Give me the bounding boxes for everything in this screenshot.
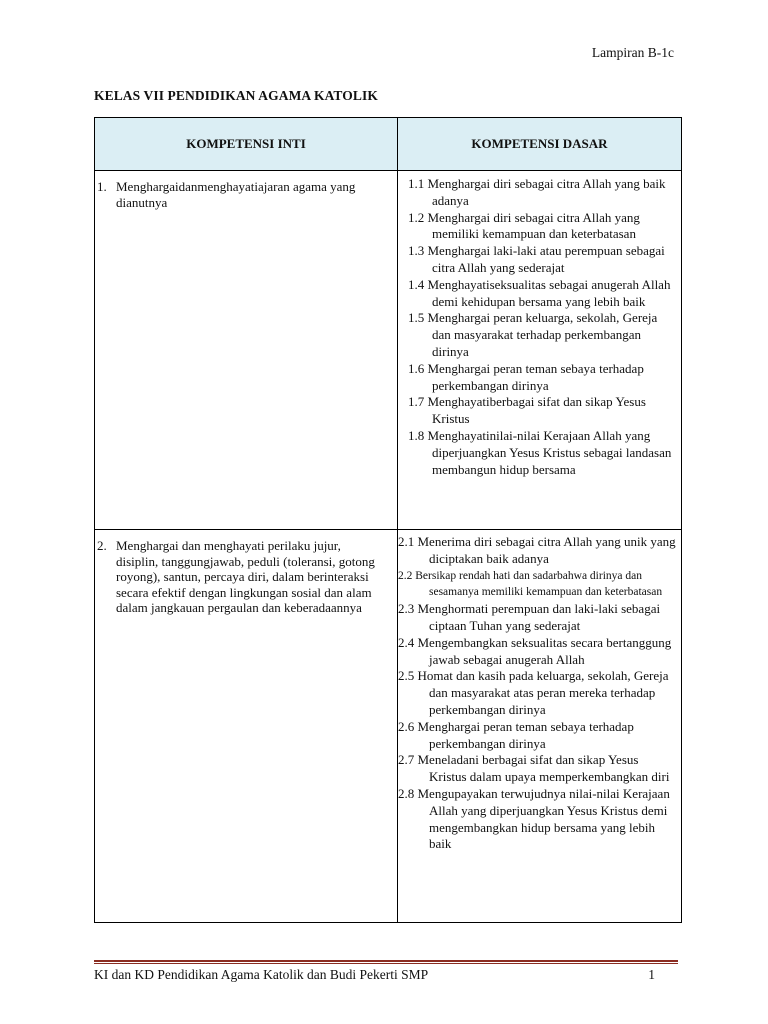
kd-item-1-3: 1.3 Menghargai laki-laki atau perempuan sebagai citra Allah yang sederajat (408, 243, 665, 275)
kd-item-1-2: 1.2 Menghargai diri sebagai citra Allah yang memiliki kemampuan dan keterbatasan (408, 209, 640, 242)
row-divider (95, 529, 681, 530)
kd-item-2-8: 2.8 Mengupayakan terwujudnya nilai-nilai Kerajaan Allah yang diperjuangkan Yesus Kristus demi mengembangkan hidup bersama yang lebih baik (398, 785, 670, 852)
kd-list-1 (408, 176, 676, 478)
ki-cell-2 (97, 538, 379, 616)
footer-rule (94, 960, 678, 962)
kd-item-2-3: 2.3 Menghormati perempuan dan laki-laki sebagai ciptaan Tuhan yang sederajat (398, 601, 661, 633)
kd-item-2-6: 2.6 Menghargai peran teman sebaya terhadap perkembangan dirinya (398, 718, 634, 751)
footer-rule-thin (94, 963, 678, 964)
page-number: 1 (648, 967, 655, 982)
kd-item-1-5: 1.5 Menghargai peran keluarga, sekolah, Gereja dan masyarakat terhadap perkembangan dirinya (408, 310, 658, 359)
ki-text: Menghargai dan menghayati perilaku jujur, disiplin, tanggungjawab, peduli (toleransi, gotong royong), santun, percaya diri, dalam berinteraksi secara efektif dengan lingkungan sosial dan alam dalam jangkauan pergaulan dan keberadaannya (116, 538, 375, 616)
kd-list-2 (398, 534, 676, 853)
table-header (95, 118, 681, 171)
kd-item-1-1: 1.1 Menghargai diri sebagai citra Allah yang baik adanya (408, 176, 666, 208)
ki-number: 1. (97, 179, 107, 194)
kd-item-1-4: 1.4 Menghayatiseksualitas sebagai anugerah Allah demi kehidupan bersama yang lebih baik (408, 276, 671, 309)
competency-table (94, 117, 682, 923)
kd-item-1-7: 1.7 Menghayatiberbagai sifat dan sikap Yesus Kristus (408, 394, 646, 427)
footer-text: KI dan KD Pendidikan Agama Katolik dan Budi Pekerti SMP (94, 967, 429, 982)
ki-cell-1 (97, 179, 379, 210)
header-kompetensi-dasar: KOMPETENSI DASAR (471, 136, 608, 151)
kd-item-2-1: 2.1 Menerima diri sebagai citra Allah yang unik yang diciptakan baik adanya (398, 534, 676, 566)
document-title: KELAS VII PENDIDIKAN AGAMA KATOLIK (94, 88, 378, 103)
kd-item-2-7: 2.7 Meneladani berbagai sifat dan sikap Yesus Kristus dalam upaya memperkembangkan diri (398, 752, 670, 785)
kd-item-2-4: 2.4 Mengembangkan seksualitas secara bertanggung jawab sebagai anugerah Allah (398, 634, 672, 667)
kd-item-1-8: 1.8 Menghayatinilai-nilai Kerajaan Allah yang diperjuangkan Yesus Kristus sebagai landasan membangun hidup bersama (408, 427, 672, 477)
appendix-label: Lampiran B-1c (591, 45, 674, 60)
kd-item-2-2: 2.2 Bersikap rendah hati dan sadarbahwa dirinya dan sesamanya memiliki kemampuan dan keterbatasan (398, 569, 663, 599)
kd-item-1-6: 1.6 Menghargai peran teman sebaya terhadap perkembangan dirinya (408, 360, 644, 393)
ki-number: 2. (97, 538, 107, 553)
ki-text: Menghargaidanmenghayatiajaran agama yang dianutnya (116, 179, 356, 210)
kd-item-2-5: 2.5 Homat dan kasih pada keluarga, sekolah, Gereja dan masyarakat atas peran mereka terhadap perkembangan dirinya (398, 668, 669, 717)
header-kompetensi-inti: KOMPETENSI INTI (186, 136, 306, 151)
